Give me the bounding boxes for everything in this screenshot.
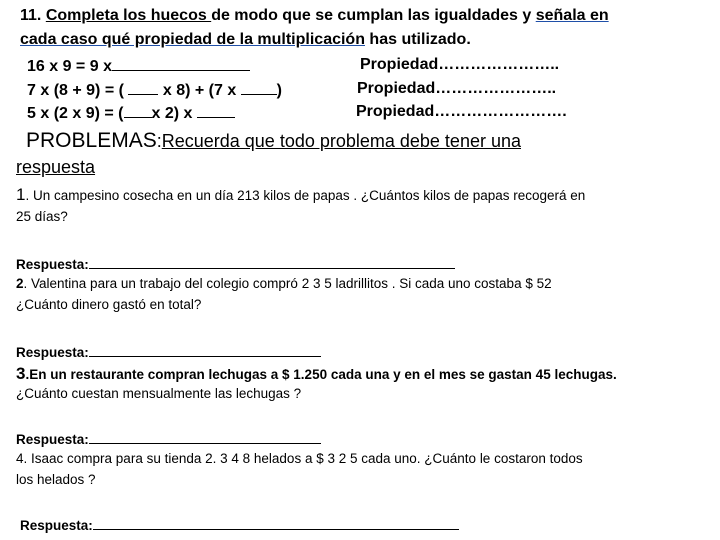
problem-3-line2: ¿Cuánto cuestan mensualmente las lechugas ? (16, 386, 302, 401)
problem-number: 2 (16, 276, 24, 291)
problems-note: Recuerda que todo problema debe tener una (161, 131, 521, 151)
answer-label: Respuesta: (20, 518, 93, 533)
problem-1-line2: 25 días? (16, 209, 68, 224)
exercise-item-1 (27, 56, 250, 76)
problem-2-line1 (16, 276, 552, 291)
property-field-3[interactable]: Propiedad……………………. (356, 103, 567, 120)
exercise-title-line1 (20, 7, 609, 25)
problem-text: .En un restaurante compran lechugas a $ 1.250 cada una y en el mes se gastan 45 lechugas. (25, 367, 617, 382)
answer-line[interactable] (93, 515, 459, 530)
problem-text: . Un campesino cosecha en un día 213 kilos de papas . ¿Cuántos kilos de papas recogerá en (25, 188, 586, 203)
exercise-title-end: has utilizado. (364, 31, 471, 48)
blank-line[interactable] (241, 80, 277, 95)
problems-colon: : (156, 131, 162, 151)
exercise-item-2 (27, 80, 282, 100)
answer-line[interactable] (89, 254, 455, 269)
exercise-title-underlined-2: señala en (535, 7, 609, 24)
problems-heading: PROBLEMAS (26, 129, 157, 152)
blank-line[interactable] (197, 103, 235, 118)
exercise-title-underlined: Completa los huecos (45, 7, 212, 24)
item-expression: ) (276, 82, 282, 99)
problem-3-line1 (16, 364, 617, 384)
exercise-title-text: de modo que se cumplan las igualdades y (211, 7, 536, 24)
problem-4-line1 (16, 451, 583, 466)
problem-1-line1 (16, 185, 585, 205)
exercise-item-3 (27, 103, 235, 123)
answer-row-2 (16, 342, 321, 360)
answer-label: Respuesta: (16, 432, 89, 447)
exercise-title-underlined-3: cada caso qué propiedad de la multiplicación (20, 31, 365, 48)
answer-line[interactable] (89, 342, 321, 357)
answer-row-1 (16, 254, 455, 272)
problem-text: . Valentina para un trabajo del colegio compró 2 3 5 ladrillitos . Si cada uno costaba $ 52 (23, 276, 552, 291)
answer-line[interactable] (89, 429, 321, 444)
problem-text: . Isaac compra para su tienda 2. 3 4 8 helados a $ 3 2 5 cada uno. ¿Cuánto le costaron todos (23, 451, 583, 466)
exercise-number: 11. (20, 7, 42, 24)
problems-note-line2: respuesta (16, 157, 96, 177)
blank-line[interactable] (128, 80, 158, 95)
blank-line[interactable] (124, 103, 152, 118)
answer-row-3 (16, 429, 321, 447)
answer-label: Respuesta: (16, 345, 89, 360)
item-expression: x 8) + (7 x (162, 82, 237, 99)
problem-number: 1 (16, 185, 26, 204)
problems-heading-line (26, 129, 521, 153)
answer-label: Respuesta: (16, 257, 89, 272)
problem-4-line2: los helados ? (16, 472, 96, 487)
item-expression: 16 x 9 = 9 x (27, 58, 112, 75)
item-expression: x 2) x (151, 105, 193, 122)
problem-number: 4 (16, 451, 24, 466)
item-expression: 7 x (8 + 9) = ( (27, 82, 124, 99)
exercise-title-line2 (20, 31, 471, 49)
problem-2-line2: ¿Cuánto dinero gastó en total? (16, 297, 202, 312)
property-field-2[interactable]: Propiedad………………….. (357, 80, 557, 97)
item-expression: 5 x (2 x 9) = ( (27, 105, 124, 122)
problem-number: 3 (16, 364, 26, 383)
property-field-1[interactable]: Propiedad………………….. (360, 56, 560, 73)
blank-line[interactable] (112, 56, 250, 71)
answer-row-4 (20, 515, 459, 533)
